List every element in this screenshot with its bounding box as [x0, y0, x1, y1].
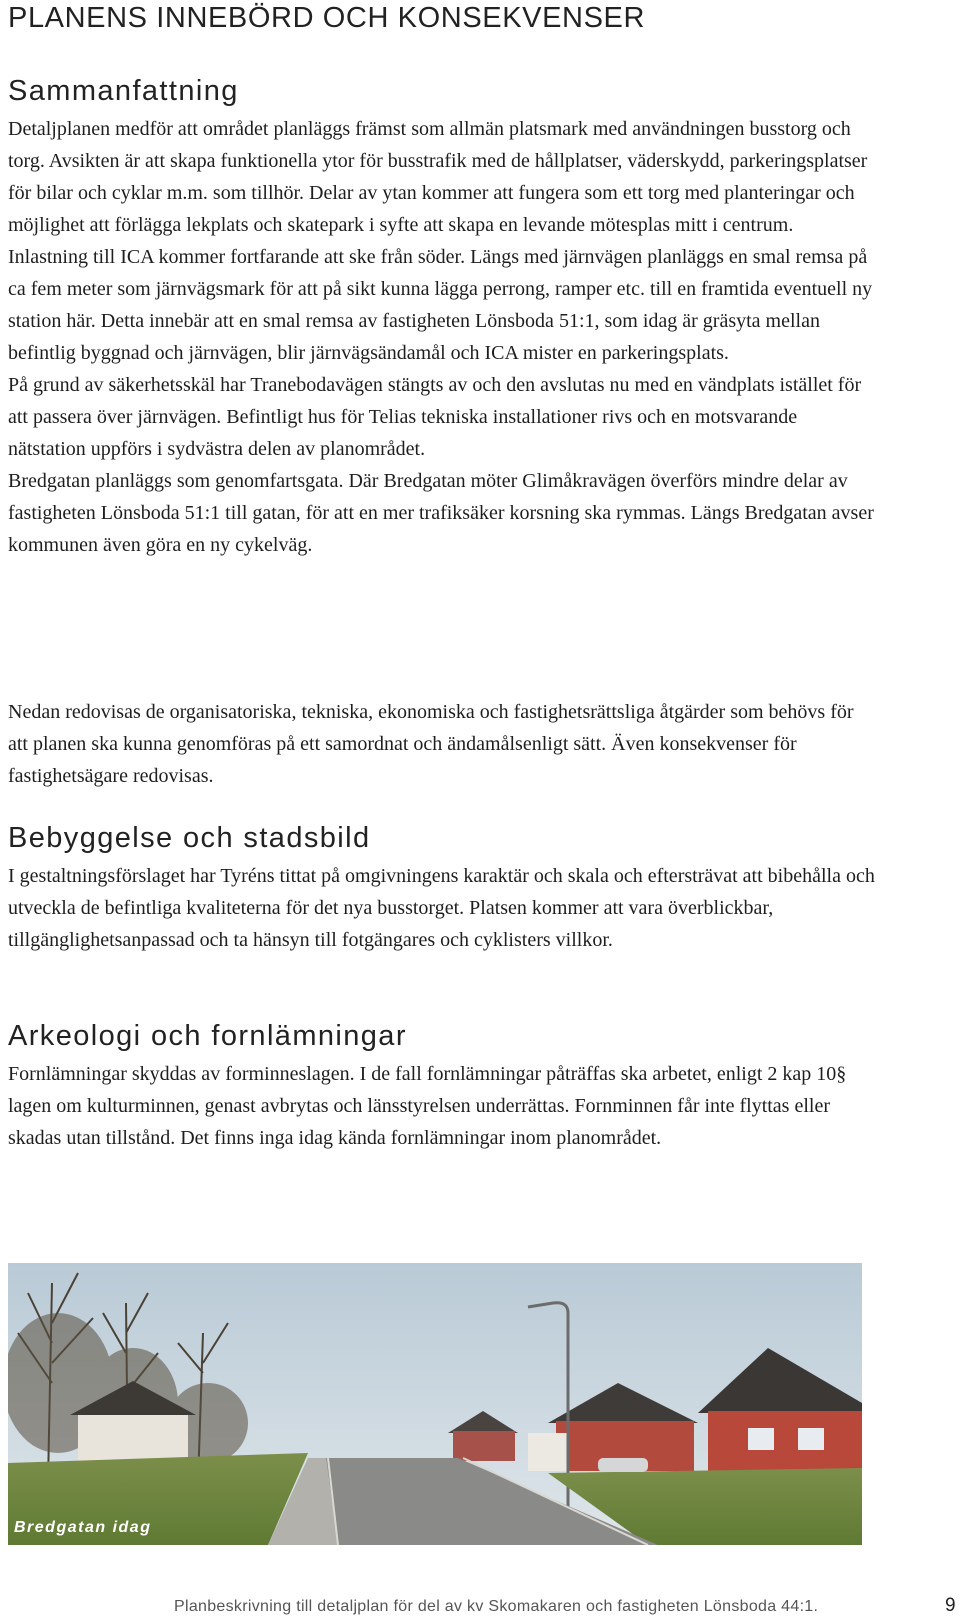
- page-heading: PLANENS INNEBÖRD OCH KONSEKVENSER: [8, 2, 645, 34]
- sammanfattning-note: [8, 696, 878, 792]
- arkeologi-paragraph: Fornlämningar skyddas av forminneslagen. I de fall fornlämningar påträffas ska arbetet, enligt 2 kap 10§ lagen om kulturminnen, genast avbrytas och länsstyrelsen underrättas. Fornminnen får inte flyttas eller skadas utan tillstånd. Det finns inga idag kända fornlämningar inom planområdet.: [8, 1063, 847, 1149]
- sammanfattning-paragraph-2: På grund av säkerhetsskäl har Tranebodavägen stängts av och den avslutas nu med en vändplats istället för att passera över järnvägen. Befintligt hus för Telias tekniska installationer rivs och en motsvarande nätstation uppförs i sydvästra delen av planområdet.: [8, 374, 862, 460]
- section-title-arkeologi: Arkeologi och fornlämningar: [8, 1020, 407, 1052]
- photo-caption: Bredgatan idag: [14, 1519, 152, 1536]
- bebyggelse-paragraph: I gestaltningsförslaget har Tyréns tittat på omgivningens karaktär och skala och eftersträvat att bibehålla och utveckla de befintliga kvaliteterna för det nya busstorget. Platsen kommer att vara överblickbar, tillgänglighetsanpassad och ta hänsyn till fotgängares och cyklisters villkor.: [8, 865, 875, 951]
- section-title-bebyggelse: Bebyggelse och stadsbild: [8, 822, 371, 854]
- sammanfattning-paragraph-1: Detaljplanen medför att området planläggs främst som allmän platsmark med användningen busstorg och torg. Avsikten är att skapa funktionella ytor för busstrafik med de hållplatser, väderskydd, parkeringsplatser för bilar och cyklar m.m. som tillhör. Delar av ytan kommer att fungera som ett torg med planteringar och möjlighet att förlägga lekplats och skatepark i syfte att skapa en levande mötesplas mitt i centrum. Inlastning till ICA kommer fortfarande att ske från söder. Längs med järnvägen planläggs en smal remsa på ca fem meter som järnvägsmark för att på sikt kunna lägga perrong, ramper etc. till en framtida eventuell ny station här. Detta innebär att en smal remsa av fastigheten Lönsboda 51:1, som idag är gräsyta mellan befintlig byggnad och järnvägen, blir järnvägsändamål och ICA mister en parkeringsplats.: [8, 118, 873, 364]
- page-number: 9: [945, 1595, 956, 1616]
- bebyggelse-body: [8, 860, 878, 956]
- sammanfattning-body: [8, 113, 878, 561]
- footer-text: Planbeskrivning till detaljplan för del av kv Skomakaren och fastigheten Lönsboda 44:1.: [174, 1598, 819, 1615]
- arkeologi-body: [8, 1058, 878, 1154]
- street-photo-illustration: [8, 1263, 862, 1545]
- note-paragraph: Nedan redovisas de organisatoriska, tekniska, ekonomiska och fastighetsrättsliga åtgärder som behövs för att planen ska kunna genomföras på ett samordnat och ändamålsenligt sätt. Även konsekvenser för fastighetsägare redovisas.: [8, 701, 854, 787]
- section-title-sammanfattning: Sammanfattning: [8, 75, 239, 107]
- street-photo: [8, 1263, 862, 1545]
- sammanfattning-paragraph-3: Bredgatan planläggs som genomfartsgata. Där Bredgatan möter Glimåkravägen överförs mindre delar av fastigheten Lönsboda 51:1 till gatan, för att en mer trafiksäker korsning ska rymmas. Längs Bredgatan avser kommunen även göra en ny cykelväg.: [8, 470, 874, 556]
